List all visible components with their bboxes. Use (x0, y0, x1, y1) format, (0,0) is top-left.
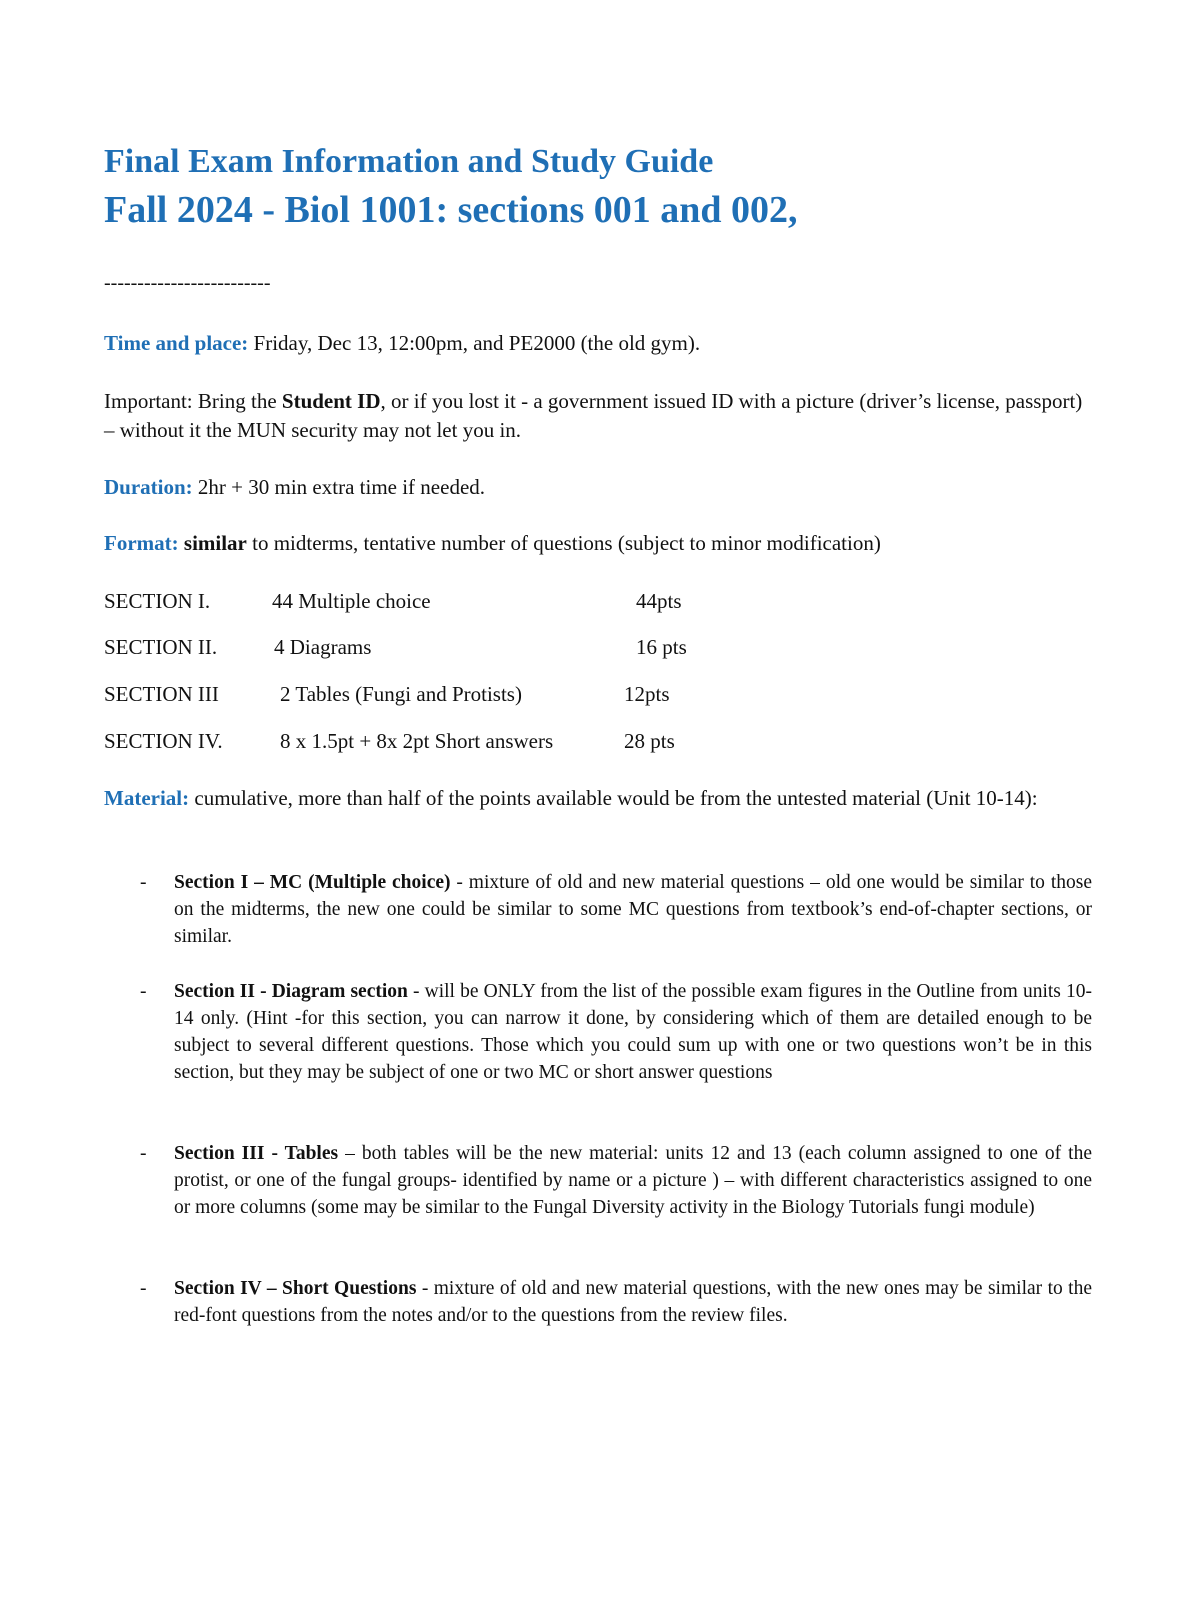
format-bold: similar (178, 531, 247, 555)
section-desc: 2 Tables (Fungi and Protists) (280, 682, 522, 706)
section-points: 28 pts (624, 729, 675, 753)
list-item (142, 1140, 1092, 1221)
material-text: cumulative, more than half of the points available would be from the untested material (Unit 10-14): (189, 786, 1038, 810)
bullet-text: - mixture of old and new material questions – old one would be similar to those on the midterms, the new one could be similar to some MC questions from textbook’s end-of-chapter sections, or similar. (174, 872, 1092, 947)
section-name: SECTION III (104, 682, 219, 706)
section-desc: 8 x 1.5pt + 8x 2pt Short answers (280, 729, 554, 753)
duration-text: 2hr + 30 min extra time if needed. (192, 475, 486, 499)
duration-paragraph (104, 473, 1094, 502)
bullet-heading: Section IV – Short Questions (174, 1278, 417, 1299)
material-label: Material: (104, 786, 190, 810)
important-paragraph (104, 387, 1094, 445)
format-label: Format: (104, 531, 179, 555)
time-place-label: Time and place: (104, 331, 249, 355)
section-points: 12pts (624, 682, 670, 706)
bullet-text: – both tables will be the new material: units 12 and 13 (each column assigned to one of the protist, or one of the fungal groups- identified by name or a picture ) – with different characteristics assigned to one or more columns (some may be similar to the Fungal Diversity activity in the Biology Tutorials fungi module) (174, 1143, 1092, 1218)
section-desc: 4 Diagrams (274, 635, 372, 659)
bullet-dash: - (140, 1278, 147, 1299)
bullet-text: - will be ONLY from the list of the possible exam figures in the Outline from units 10-14 only. (Hint -for this section, you can narrow it done, by considering which of them are detailed enough to be subject to several different questions. Those which you could sum up with one or two questions won’t be in this section, but they may be subject of one or two MC or short answer questions (174, 981, 1092, 1083)
document-subtitle: Fall 2024 - Biol 1001: sections 001 and 002, (104, 189, 798, 231)
bullet-heading: Section I – MC (Multiple choice) (174, 872, 451, 893)
time-place-text: Friday, Dec 13, 12:00pm, and PE2000 (the old gym). (248, 331, 701, 355)
format-text: to midterms, tentative number of questions (subject to minor modification) (246, 531, 881, 555)
bullet-dash: - (140, 1143, 147, 1164)
bullet-dash: - (140, 872, 147, 893)
list-item (142, 869, 1092, 950)
time-place-paragraph (104, 329, 1094, 358)
duration-label: Duration: (104, 475, 193, 499)
separator-line: ------------------------- (104, 272, 271, 294)
bullet-text: - mixture of old and new material questions, with the new ones may be similar to the red-font questions from the notes and/or to the questions from the review files. (174, 1278, 1092, 1326)
list-item (142, 978, 1092, 1086)
document-title: Final Exam Information and Study Guide (104, 143, 714, 180)
section-points: 16 pts (636, 635, 687, 659)
important-bold: Student ID (281, 389, 381, 413)
section-points: 44pts (636, 589, 682, 613)
format-paragraph (104, 529, 1094, 558)
section-desc: 44 Multiple choice (272, 589, 431, 613)
important-suffix: , or if you lost it - a government issued ID with a picture (driver’s license, passport) – without it the MUN security may not let you in. (104, 389, 1083, 442)
bullet-heading: Section III - Tables (174, 1143, 339, 1164)
important-prefix: Important: Bring the (104, 389, 282, 413)
bullet-heading: Section II - Diagram section (174, 981, 408, 1002)
bullet-dash: - (140, 981, 147, 1002)
list-item (142, 1275, 1092, 1329)
material-paragraph (104, 784, 1094, 813)
section-name: SECTION I. (104, 589, 211, 613)
section-name: SECTION IV. (104, 729, 223, 753)
section-name: SECTION II. (104, 635, 218, 659)
